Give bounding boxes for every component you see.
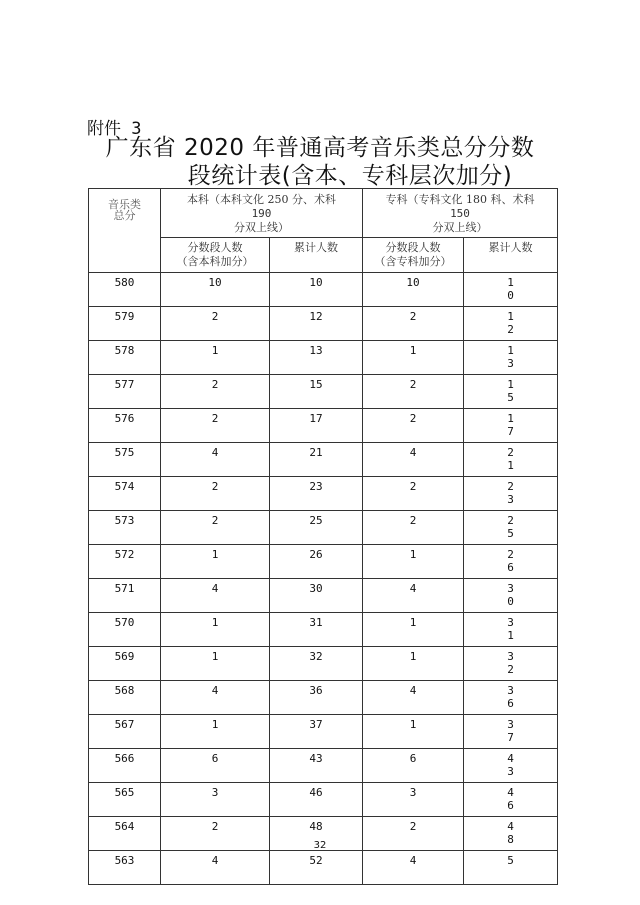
junior-cumulative-digit-a: 2 <box>507 480 514 493</box>
junior-cumulative-cell <box>464 307 558 341</box>
junior-cumulative-digit-b: 2 <box>507 663 514 676</box>
table-row <box>89 545 558 579</box>
junior-cumulative-cell <box>464 613 558 647</box>
junior-segment-cell: 1 <box>363 341 464 375</box>
score-distribution-table <box>88 188 558 885</box>
undergrad-segment-cell: 1 <box>161 647 270 681</box>
junior-segment-cell: 2 <box>363 817 464 851</box>
junior-cumulative-digit-b: 1 <box>507 629 514 642</box>
undergrad-cumulative-cell: 17 <box>270 409 363 443</box>
junior-cumulative-digit-a: 4 <box>507 786 514 799</box>
score-cell: 578 <box>89 341 161 375</box>
junior-cumulative-digit-a: 2 <box>507 548 514 561</box>
undergrad-segment-cell: 2 <box>161 307 270 341</box>
undergrad-segment-cell: 3 <box>161 783 270 817</box>
score-cell: 571 <box>89 579 161 613</box>
score-cell: 574 <box>89 477 161 511</box>
table-row <box>89 579 558 613</box>
header-undergrad-group <box>161 189 363 238</box>
junior-cumulative-digit-a: 3 <box>507 582 514 595</box>
junior-cumulative-digit-b: 6 <box>507 697 514 710</box>
junior-segment-cell: 10 <box>363 273 464 307</box>
junior-cumulative-digit-b: 3 <box>507 765 514 778</box>
junior-cumulative-digit-a: 3 <box>507 650 514 663</box>
undergrad-segment-cell: 2 <box>161 511 270 545</box>
score-cell: 566 <box>89 749 161 783</box>
junior-cumulative-digit-a: 1 <box>507 344 514 357</box>
title-line-1: 广东省 2020 年普通高考音乐类总分分数 <box>105 135 535 161</box>
undergrad-segment-cell: 1 <box>161 613 270 647</box>
junior-segment-cell: 2 <box>363 375 464 409</box>
junior-cumulative-digit-b: 5 <box>507 391 514 404</box>
score-cell: 563 <box>89 851 161 885</box>
header-junior-group <box>363 189 558 238</box>
table-row <box>89 511 558 545</box>
header-junior-segment-l2: （含专科加分） <box>374 255 452 268</box>
header-undergrad-line-1: 本科（本科文化 250 分、术科 <box>187 193 336 206</box>
junior-cumulative-digit-b: 7 <box>507 731 514 744</box>
score-cell: 573 <box>89 511 161 545</box>
junior-cumulative-cell <box>464 273 558 307</box>
table-row <box>89 443 558 477</box>
junior-cumulative-digit-a: 2 <box>507 514 514 527</box>
header-junior-line-2: 150 <box>450 207 470 220</box>
undergrad-segment-cell: 4 <box>161 681 270 715</box>
junior-cumulative-digit-a: 1 <box>507 310 514 323</box>
junior-cumulative-cell <box>464 647 558 681</box>
junior-cumulative-digit-b: 3 <box>507 357 514 370</box>
junior-cumulative-cell <box>464 749 558 783</box>
undergrad-cumulative-cell: 12 <box>270 307 363 341</box>
header-junior-segment <box>363 238 464 273</box>
score-cell: 565 <box>89 783 161 817</box>
junior-cumulative-digit-b: 1 <box>507 459 514 472</box>
table-row <box>89 715 558 749</box>
undergrad-cumulative-cell: 31 <box>270 613 363 647</box>
junior-cumulative-digit-b: 7 <box>507 425 514 438</box>
junior-segment-cell: 2 <box>363 409 464 443</box>
junior-cumulative-cell <box>464 511 558 545</box>
annex-label: 附件 3 <box>87 119 142 139</box>
table-row <box>89 477 558 511</box>
junior-cumulative-cell <box>464 851 558 885</box>
undergrad-segment-cell: 4 <box>161 443 270 477</box>
junior-cumulative-cell <box>464 681 558 715</box>
table-row <box>89 307 558 341</box>
page-title <box>100 134 560 190</box>
junior-cumulative-digit-b: 3 <box>507 493 514 506</box>
score-cell: 580 <box>89 273 161 307</box>
junior-cumulative-digit-a: 5 <box>507 854 514 867</box>
undergrad-cumulative-cell: 23 <box>270 477 363 511</box>
score-cell: 569 <box>89 647 161 681</box>
table-row <box>89 749 558 783</box>
junior-segment-cell: 1 <box>363 545 464 579</box>
junior-cumulative-cell <box>464 783 558 817</box>
undergrad-segment-cell: 2 <box>161 375 270 409</box>
junior-cumulative-digit-a: 4 <box>507 820 514 833</box>
junior-cumulative-cell <box>464 341 558 375</box>
header-junior-segment-l1: 分数段人数 <box>385 241 441 254</box>
undergrad-segment-cell: 2 <box>161 477 270 511</box>
undergrad-cumulative-cell: 30 <box>270 579 363 613</box>
undergrad-cumulative-cell: 36 <box>270 681 363 715</box>
header-undergrad-segment-l2: （含本科加分） <box>176 255 254 268</box>
table-row <box>89 273 558 307</box>
junior-cumulative-digit-b: 2 <box>507 323 514 336</box>
undergrad-cumulative-cell: 52 <box>270 851 363 885</box>
junior-cumulative-digit-b: 5 <box>507 527 514 540</box>
undergrad-cumulative-cell: 21 <box>270 443 363 477</box>
header-undergrad-line-2: 190 <box>251 207 272 220</box>
junior-cumulative-cell <box>464 545 558 579</box>
junior-cumulative-cell <box>464 579 558 613</box>
junior-segment-cell: 2 <box>363 511 464 545</box>
undergrad-segment-cell: 2 <box>161 817 270 851</box>
junior-cumulative-digit-b: 8 <box>507 833 514 846</box>
undergrad-cumulative-cell: 43 <box>270 749 363 783</box>
undergrad-segment-cell: 4 <box>161 851 270 885</box>
title-line-2: 段统计表(含本、专科层次加分) <box>187 163 513 189</box>
junior-cumulative-digit-a: 1 <box>507 378 514 391</box>
header-music-total-text: 音乐类总分 <box>108 198 141 222</box>
score-cell: 576 <box>89 409 161 443</box>
header-undergrad-line-3: 分双上线） <box>234 221 289 234</box>
table-row <box>89 681 558 715</box>
junior-cumulative-digit-a: 3 <box>507 718 514 731</box>
undergrad-segment-cell: 1 <box>161 715 270 749</box>
junior-segment-cell: 4 <box>363 579 464 613</box>
header-junior-cumulative <box>464 238 558 273</box>
undergrad-cumulative-cell: 25 <box>270 511 363 545</box>
table-row <box>89 613 558 647</box>
header-undergrad-cumulative-text: 累计人数 <box>294 241 338 254</box>
header-music-total <box>89 189 161 273</box>
junior-cumulative-digit-a: 3 <box>507 616 514 629</box>
undergrad-cumulative-cell: 15 <box>270 375 363 409</box>
undergrad-cumulative-cell: 13 <box>270 341 363 375</box>
undergrad-cumulative-cell: 32 <box>270 647 363 681</box>
score-cell: 570 <box>89 613 161 647</box>
junior-cumulative-digit-b: 6 <box>507 561 514 574</box>
undergrad-cumulative-cell: 48 <box>270 817 363 851</box>
junior-cumulative-cell <box>464 715 558 749</box>
undergrad-cumulative-cell: 26 <box>270 545 363 579</box>
junior-cumulative-digit-b: 0 <box>507 595 514 608</box>
header-undergrad-segment <box>161 238 270 273</box>
score-cell: 579 <box>89 307 161 341</box>
header-junior-line-1: 专科（专科文化 180 科、术科 <box>385 193 535 206</box>
score-cell: 575 <box>89 443 161 477</box>
undergrad-segment-cell: 10 <box>161 273 270 307</box>
table-row <box>89 783 558 817</box>
score-cell: 568 <box>89 681 161 715</box>
header-undergrad-cumulative <box>270 238 363 273</box>
header-undergrad-segment-l1: 分数段人数 <box>187 241 243 254</box>
junior-segment-cell: 4 <box>363 851 464 885</box>
score-cell: 564 <box>89 817 161 851</box>
junior-segment-cell: 4 <box>363 443 464 477</box>
junior-cumulative-digit-a: 4 <box>507 752 514 765</box>
junior-cumulative-cell <box>464 409 558 443</box>
junior-cumulative-digit-a: 2 <box>507 446 514 459</box>
junior-cumulative-cell <box>464 443 558 477</box>
junior-cumulative-digit-a: 1 <box>507 412 514 425</box>
junior-segment-cell: 1 <box>363 715 464 749</box>
undergrad-cumulative-cell: 46 <box>270 783 363 817</box>
header-junior-cumulative-text: 累计人数 <box>488 241 533 254</box>
table-row <box>89 375 558 409</box>
undergrad-segment-cell: 4 <box>161 579 270 613</box>
undergrad-segment-cell: 1 <box>161 545 270 579</box>
junior-cumulative-digit-a: 1 <box>507 276 514 289</box>
undergrad-cumulative-cell: 37 <box>270 715 363 749</box>
junior-segment-cell: 6 <box>363 749 464 783</box>
table-row <box>89 647 558 681</box>
undergrad-segment-cell: 1 <box>161 341 270 375</box>
junior-cumulative-digit-b: 6 <box>507 799 514 812</box>
junior-segment-cell: 2 <box>363 307 464 341</box>
undergrad-cumulative-cell: 10 <box>270 273 363 307</box>
junior-segment-cell: 4 <box>363 681 464 715</box>
score-cell: 572 <box>89 545 161 579</box>
undergrad-segment-cell: 6 <box>161 749 270 783</box>
junior-cumulative-digit-a: 3 <box>507 684 514 697</box>
page-number: 32 <box>313 840 327 851</box>
table-row <box>89 341 558 375</box>
header-junior-line-3: 分双上线） <box>432 221 488 234</box>
score-cell: 567 <box>89 715 161 749</box>
junior-cumulative-cell <box>464 477 558 511</box>
junior-segment-cell: 3 <box>363 783 464 817</box>
table-row <box>89 851 558 885</box>
table-row <box>89 409 558 443</box>
junior-cumulative-digit-b: 0 <box>507 289 514 302</box>
junior-cumulative-cell <box>464 375 558 409</box>
junior-segment-cell: 1 <box>363 613 464 647</box>
junior-segment-cell: 2 <box>363 477 464 511</box>
junior-segment-cell: 1 <box>363 647 464 681</box>
undergrad-segment-cell: 2 <box>161 409 270 443</box>
score-cell: 577 <box>89 375 161 409</box>
